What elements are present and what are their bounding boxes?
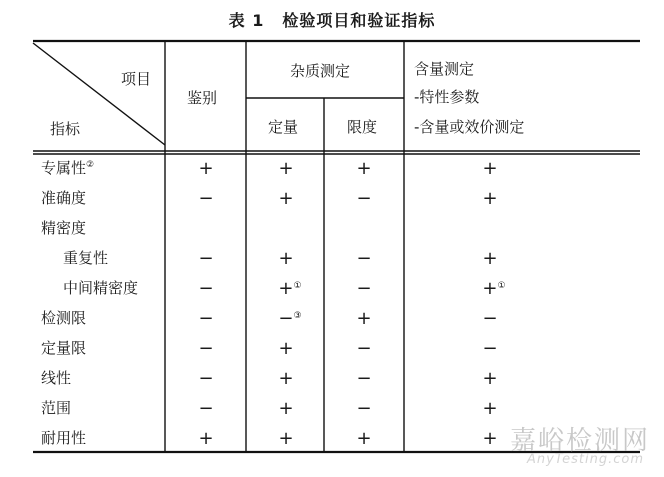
cell-identification: + [198,158,214,179]
cell-limit: + [356,308,372,329]
cell-limit: − [356,248,372,269]
cell-assay: − [482,338,498,359]
cell-assay: + [482,368,498,389]
row-label: 中间精密度 [63,279,139,297]
cell-identification: − [198,398,214,419]
cell-identification: − [198,338,214,359]
cell-identification: − [198,188,214,209]
cell-limit: − [356,188,372,209]
row-label: 检测限 [41,309,87,327]
cell-quantitative: +① [278,278,302,299]
cell-assay: + [482,248,498,269]
cell-quantitative: + [278,368,294,389]
cell-identification: − [198,248,214,269]
header-assay-line2: -特性参数 [414,88,480,106]
cell-assay: − [482,308,498,329]
watermark-en: AnyTesting.com [526,452,644,467]
cell-assay: + [482,428,498,449]
row-label: 线性 [41,369,72,387]
cell-quantitative: + [278,338,294,359]
cell-limit: + [356,428,372,449]
header-indicator-label: 指标 [50,120,81,138]
header-item-label: 项目 [121,70,152,88]
row-label: 定量限 [41,339,87,357]
cell-limit: − [356,338,372,359]
row-label: 精密度 [41,219,87,237]
cell-limit: + [356,158,372,179]
cell-assay: + [482,398,498,419]
cell-assay: + [482,158,498,179]
cell-quantitative: + [278,158,294,179]
row-label: 准确度 [41,189,87,207]
cell-identification: − [198,278,214,299]
cell-assay: +① [482,278,506,299]
cell-identification: − [198,308,214,329]
header-quantitative: 定量 [268,118,299,136]
watermark-cn: 嘉峪检测网 [509,426,650,456]
row-label: 重复性 [63,249,109,267]
header-assay-line1: 含量测定 [414,60,475,78]
cell-quantitative: + [278,428,294,449]
cell-assay: + [482,188,498,209]
table-caption: 检验项目和验证指标 [282,11,436,30]
cell-quantitative: + [278,398,294,419]
cell-limit: − [356,398,372,419]
cell-limit: − [356,368,372,389]
cell-quantitative: + [278,188,294,209]
row-label: 耐用性 [41,429,87,447]
header-impurity: 杂质测定 [290,62,351,80]
table-number: 表 1 [228,11,265,30]
cell-quantitative: −③ [278,308,302,329]
cell-quantitative: + [278,248,294,269]
cell-identification: + [198,428,214,449]
row-label: 专属性② [41,159,95,177]
row-label: 范围 [41,399,72,417]
header-assay-line3: -含量或效价测定 [414,118,525,136]
cell-identification: − [198,368,214,389]
header-identification: 鉴别 [187,89,218,107]
cell-limit: − [356,278,372,299]
header-limit: 限度 [347,118,378,136]
